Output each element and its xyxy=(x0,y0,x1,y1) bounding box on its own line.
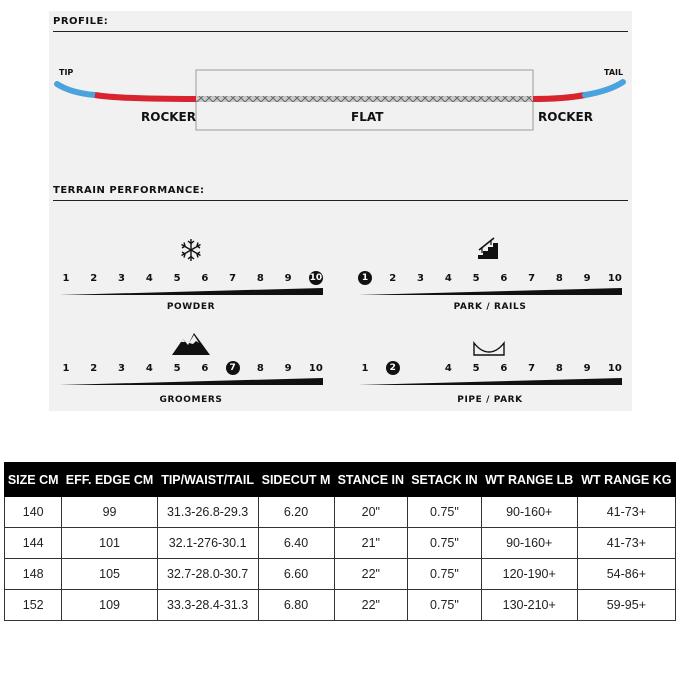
table-cell: 6.60 xyxy=(258,559,334,590)
column-header: WT RANGE LB xyxy=(481,463,577,497)
table-cell: 41-73+ xyxy=(577,497,675,528)
scale-number: 8 xyxy=(555,362,563,374)
profile-rule xyxy=(53,31,628,32)
table-cell: 20" xyxy=(334,497,408,528)
scale-number: 10 xyxy=(607,272,622,284)
table-cell: 6.40 xyxy=(258,528,334,559)
table-cell: 41-73+ xyxy=(577,528,675,559)
scale-number: 3 xyxy=(118,272,126,284)
table-cell: 101 xyxy=(62,528,157,559)
column-header: TIP/WAIST/TAIL xyxy=(157,463,258,497)
tip-label: TIP xyxy=(59,68,74,77)
spec-graphic-panel xyxy=(49,11,632,411)
table-cell: 148 xyxy=(5,559,62,590)
scale-number-selected: 10 xyxy=(309,273,323,283)
table-cell: 0.75" xyxy=(408,590,482,621)
scale-number: 7 xyxy=(528,362,536,374)
flat-label: FLAT xyxy=(351,110,384,124)
pipe-park-scale xyxy=(358,361,622,375)
tail-label: TAIL xyxy=(604,68,624,77)
table-row xyxy=(5,590,676,621)
scale-number: 4 xyxy=(444,362,452,374)
scale-number-selected: 1 xyxy=(358,271,372,285)
scale-number: 3 xyxy=(417,272,425,284)
table-cell: 59-95+ xyxy=(577,590,675,621)
terrain-heading: TERRAIN PERFORMANCE: xyxy=(53,185,205,196)
scale-number: 4 xyxy=(145,362,153,374)
table-cell: 140 xyxy=(5,497,62,528)
scale-number-selected: 2 xyxy=(386,361,400,375)
park-rails-scale xyxy=(358,271,622,285)
column-header: EFF. EDGE CM xyxy=(62,463,157,497)
profile-heading: PROFILE: xyxy=(53,16,109,27)
rocker-left-segment xyxy=(95,95,196,99)
scale-number: 5 xyxy=(173,362,181,374)
table-cell: 21" xyxy=(334,528,408,559)
table-cell: 32.7-28.0-30.7 xyxy=(157,559,258,590)
snowflake-icon xyxy=(179,238,203,262)
scale-number: 6 xyxy=(500,272,508,284)
tip-segment xyxy=(57,84,95,95)
powder-wedge xyxy=(59,288,323,296)
tail-segment xyxy=(585,82,623,95)
table-cell: 54-86+ xyxy=(577,559,675,590)
column-header: WT RANGE KG xyxy=(577,463,675,497)
scale-number: 9 xyxy=(284,362,292,374)
scale-number: 4 xyxy=(444,272,452,284)
table-cell: 33.3-28.4-31.3 xyxy=(157,590,258,621)
scale-number: 9 xyxy=(583,362,591,374)
table-cell: 0.75" xyxy=(408,497,482,528)
scale-number: 1 xyxy=(62,272,70,284)
stairs-rail-icon xyxy=(476,237,500,261)
table-cell: 32.1-276-30.1 xyxy=(157,528,258,559)
scale-number: 3 xyxy=(118,362,126,374)
mountains-icon xyxy=(172,331,210,355)
board-profile-diagram xyxy=(49,66,632,136)
groomers-label: GROOMERS xyxy=(159,395,223,405)
table-row xyxy=(5,559,676,590)
table-cell: 99 xyxy=(62,497,157,528)
table-cell: 0.75" xyxy=(408,559,482,590)
scale-number-selected: 7 xyxy=(226,361,240,375)
pipe-park-label: PIPE / PARK xyxy=(457,395,523,405)
scale-number: 6 xyxy=(201,362,209,374)
scale-number: 5 xyxy=(472,272,480,284)
table-cell: 90-160+ xyxy=(481,497,577,528)
table-cell: 90-160+ xyxy=(481,528,577,559)
scale-number: 8 xyxy=(555,272,563,284)
table-cell: 22" xyxy=(334,559,408,590)
column-header: SIZE CM xyxy=(5,463,62,497)
flat-segment xyxy=(196,96,533,102)
scale-number: 9 xyxy=(284,272,292,284)
table-row xyxy=(5,528,676,559)
scale-number: 4 xyxy=(145,272,153,284)
terrain-rule xyxy=(53,200,628,201)
scale-number: 5 xyxy=(173,272,181,284)
scale-number: 5 xyxy=(472,362,480,374)
halfpipe-icon xyxy=(473,341,505,357)
powder-label: POWDER xyxy=(166,302,216,312)
scale-number: 2 xyxy=(389,272,397,284)
table-cell: 120-190+ xyxy=(481,559,577,590)
groomers-wedge xyxy=(59,378,323,386)
table-row xyxy=(5,497,676,528)
table-cell: 130-210+ xyxy=(481,590,577,621)
rocker-right-segment xyxy=(533,95,585,99)
table-cell: 6.80 xyxy=(258,590,334,621)
scale-number: 6 xyxy=(500,362,508,374)
table-cell: 109 xyxy=(62,590,157,621)
park-rails-wedge xyxy=(358,288,622,296)
column-header: STANCE IN xyxy=(334,463,408,497)
scale-number: 7 xyxy=(528,272,536,284)
powder-scale xyxy=(59,271,323,285)
table-cell: 22" xyxy=(334,590,408,621)
scale-number: 7 xyxy=(229,272,237,284)
table-cell: 105 xyxy=(62,559,157,590)
spec-table xyxy=(4,462,676,621)
table-cell: 31.3-26.8-29.3 xyxy=(157,497,258,528)
rocker-left-label: ROCKER xyxy=(141,110,196,124)
scale-number: 10 xyxy=(308,362,323,374)
scale-number: 1 xyxy=(361,362,369,374)
scale-number: 8 xyxy=(256,272,264,284)
scale-number: 9 xyxy=(583,272,591,284)
spec-table-header xyxy=(5,463,676,497)
table-cell: 152 xyxy=(5,590,62,621)
table-cell: 144 xyxy=(5,528,62,559)
scale-number: 2 xyxy=(90,272,98,284)
scale-number: 1 xyxy=(62,362,70,374)
scale-number: 10 xyxy=(607,362,622,374)
park-rails-label: PARK / RAILS xyxy=(453,302,527,312)
column-header: SIDECUT M xyxy=(258,463,334,497)
scale-number: 2 xyxy=(90,362,98,374)
table-cell: 6.20 xyxy=(258,497,334,528)
column-header: SETACK IN xyxy=(408,463,482,497)
groomers-scale xyxy=(59,361,323,375)
scale-number: 6 xyxy=(201,272,209,284)
table-cell: 0.75" xyxy=(408,528,482,559)
rocker-right-label: ROCKER xyxy=(538,110,593,124)
scale-number: 8 xyxy=(256,362,264,374)
pipe-park-wedge xyxy=(358,378,622,386)
